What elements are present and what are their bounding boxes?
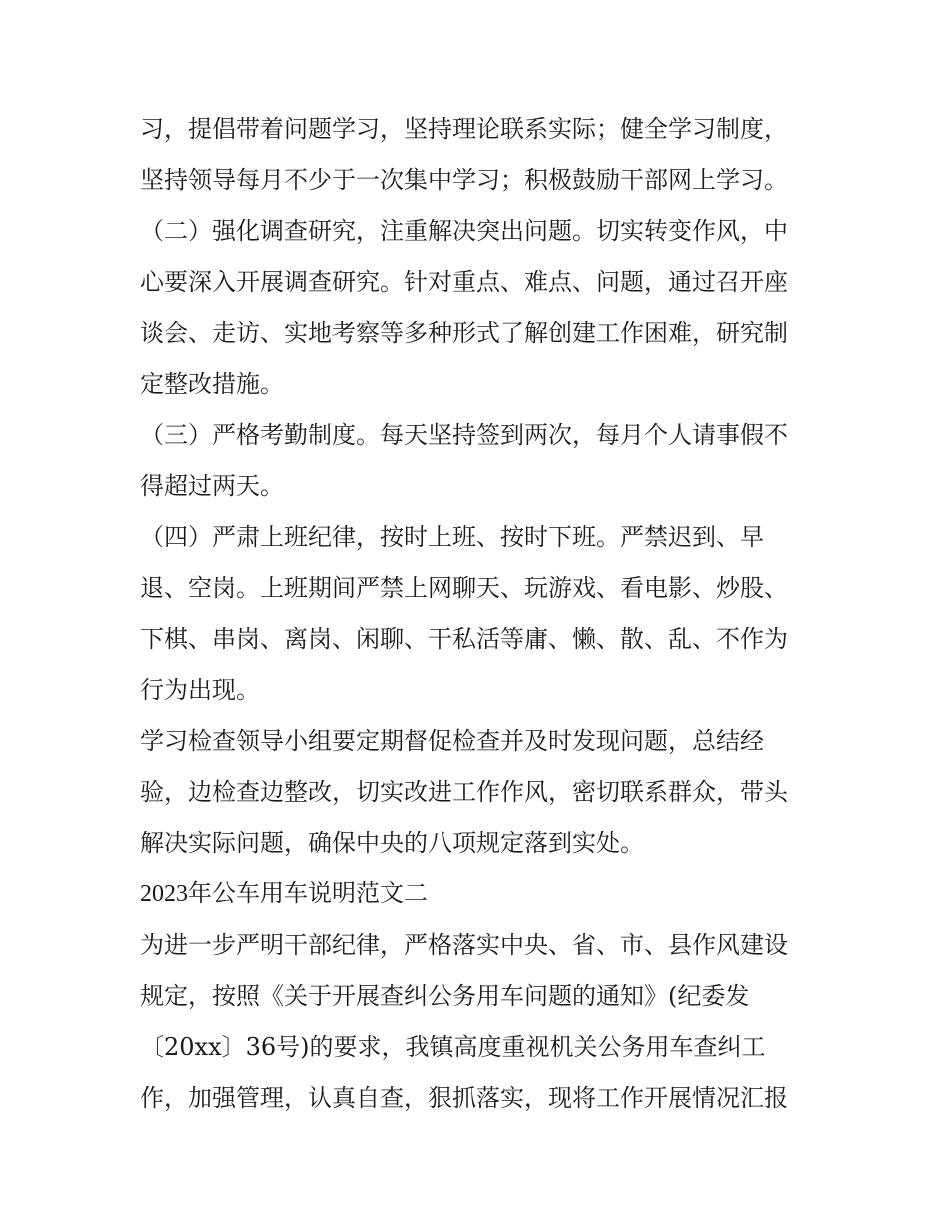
text-line: 谈会、走访、实地考察等多种形式了解创建工作困难，研究制 [140,319,788,347]
text-line: （二）强化调查研究，注重解决突出问题。切实转变作风，中 [140,217,788,245]
text-line: 作，加强管理，认真自查，狠抓落实，现将工作开展情况汇报 [140,1084,788,1112]
text-line: 解决实际问题，确保中央的八项规定落到实处。 [140,829,644,857]
text-line: 坚持领导每月不少于一次集中学习；积极鼓励干部网上学习。 [140,166,788,194]
text-line: 退、空岗。上班期间严禁上网聊天、玩游戏、看电影、炒股、 [140,574,788,602]
text-line: （三）严格考勤制度。每天坚持签到两次，每月个人请事假不 [140,421,788,449]
text-line: 行为出现。 [140,676,260,704]
text-line: 规定，按照《关于开展查纠公务用车问题的通知》(纪委发 [140,982,750,1010]
text-line: 为进一步严明干部纪律，严格落实中央、省、市、县作风建设 [140,931,788,959]
text-line: 验，边检查边整改，切实改进工作作风，密切联系群众，带头 [140,778,788,806]
text-line: （四）严肃上班纪律，按时上班、按时下班。严禁迟到、早 [140,523,764,551]
text-line: 得超过两天。 [140,472,284,500]
text-line: 心要深入开展调查研究。针对重点、难点、问题，通过召开座 [140,268,788,296]
body-text [140,104,820,1124]
text-line: 定整改措施。 [140,370,284,398]
text-line: 习，提倡带着问题学习，坚持理论联系实际；健全学习制度， [140,115,788,143]
section-heading: 2023年公车用车说明范文二 [140,881,428,907]
text-line: 学习检查领导小组要定期督促检查并及时发现问题，总结经 [140,727,764,755]
text-line: 〔20xx〕36号)的要求，我镇高度重视机关公务用车查纠工 [140,1033,766,1061]
text-line: 下棋、串岗、离岗、闲聊、干私活等庸、懒、散、乱、不作为 [140,625,788,653]
